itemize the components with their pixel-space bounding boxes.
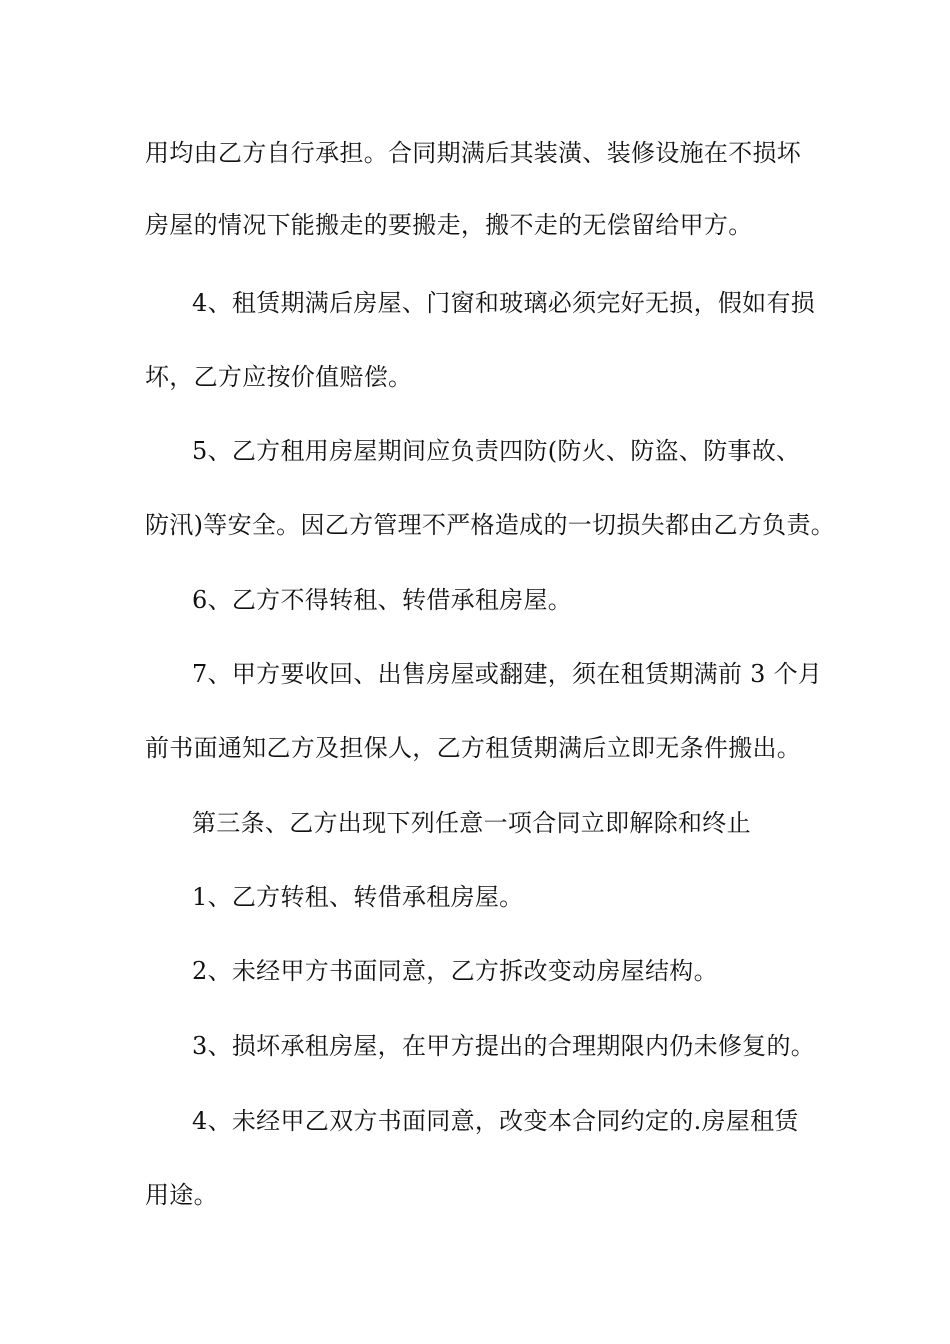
- text-line: 用途。: [145, 1181, 218, 1209]
- text-line: 用均由乙方自行承担。合同期满后其装潢、装修设施在不损坏: [145, 139, 802, 167]
- section-heading: 第三条、乙方出现下列任意一项合同立即解除和终止: [192, 809, 751, 837]
- text-line: 5、乙方租用房屋期间应负责四防(防火、防盗、防事故、: [192, 437, 801, 465]
- text-line: 3、损坏承租房屋，在甲方提出的合理期限内仍未修复的。: [192, 1032, 816, 1060]
- text-line: 前书面通知乙方及担保人，乙方租赁期满后立即无条件搬出。: [145, 734, 802, 762]
- text-line: 坏，乙方应按价值赔偿。: [145, 363, 413, 391]
- text-line: 4、租赁期满后房屋、门窗和玻璃必须完好无损，假如有损: [192, 289, 816, 317]
- text-line: 7、甲方要收回、出售房屋或翻建，须在租赁期满前 3 个月: [192, 660, 823, 688]
- text-line: 房屋的情况下能搬走的要搬走，搬不走的无偿留给甲方。: [145, 211, 753, 239]
- text-line: 2、未经甲方书面同意，乙方拆改变动房屋结构。: [192, 957, 718, 985]
- text-line: 6、乙方不得转租、转借承租房屋。: [192, 586, 573, 614]
- text-line: 1、乙方转租、转借承租房屋。: [192, 883, 524, 911]
- text-line: 防汛)等安全。因乙方管理不严格造成的一切损失都由乙方负责。: [145, 511, 836, 539]
- text-line: 4、未经甲乙双方书面同意，改变本合同约定的.房屋租赁: [192, 1107, 799, 1135]
